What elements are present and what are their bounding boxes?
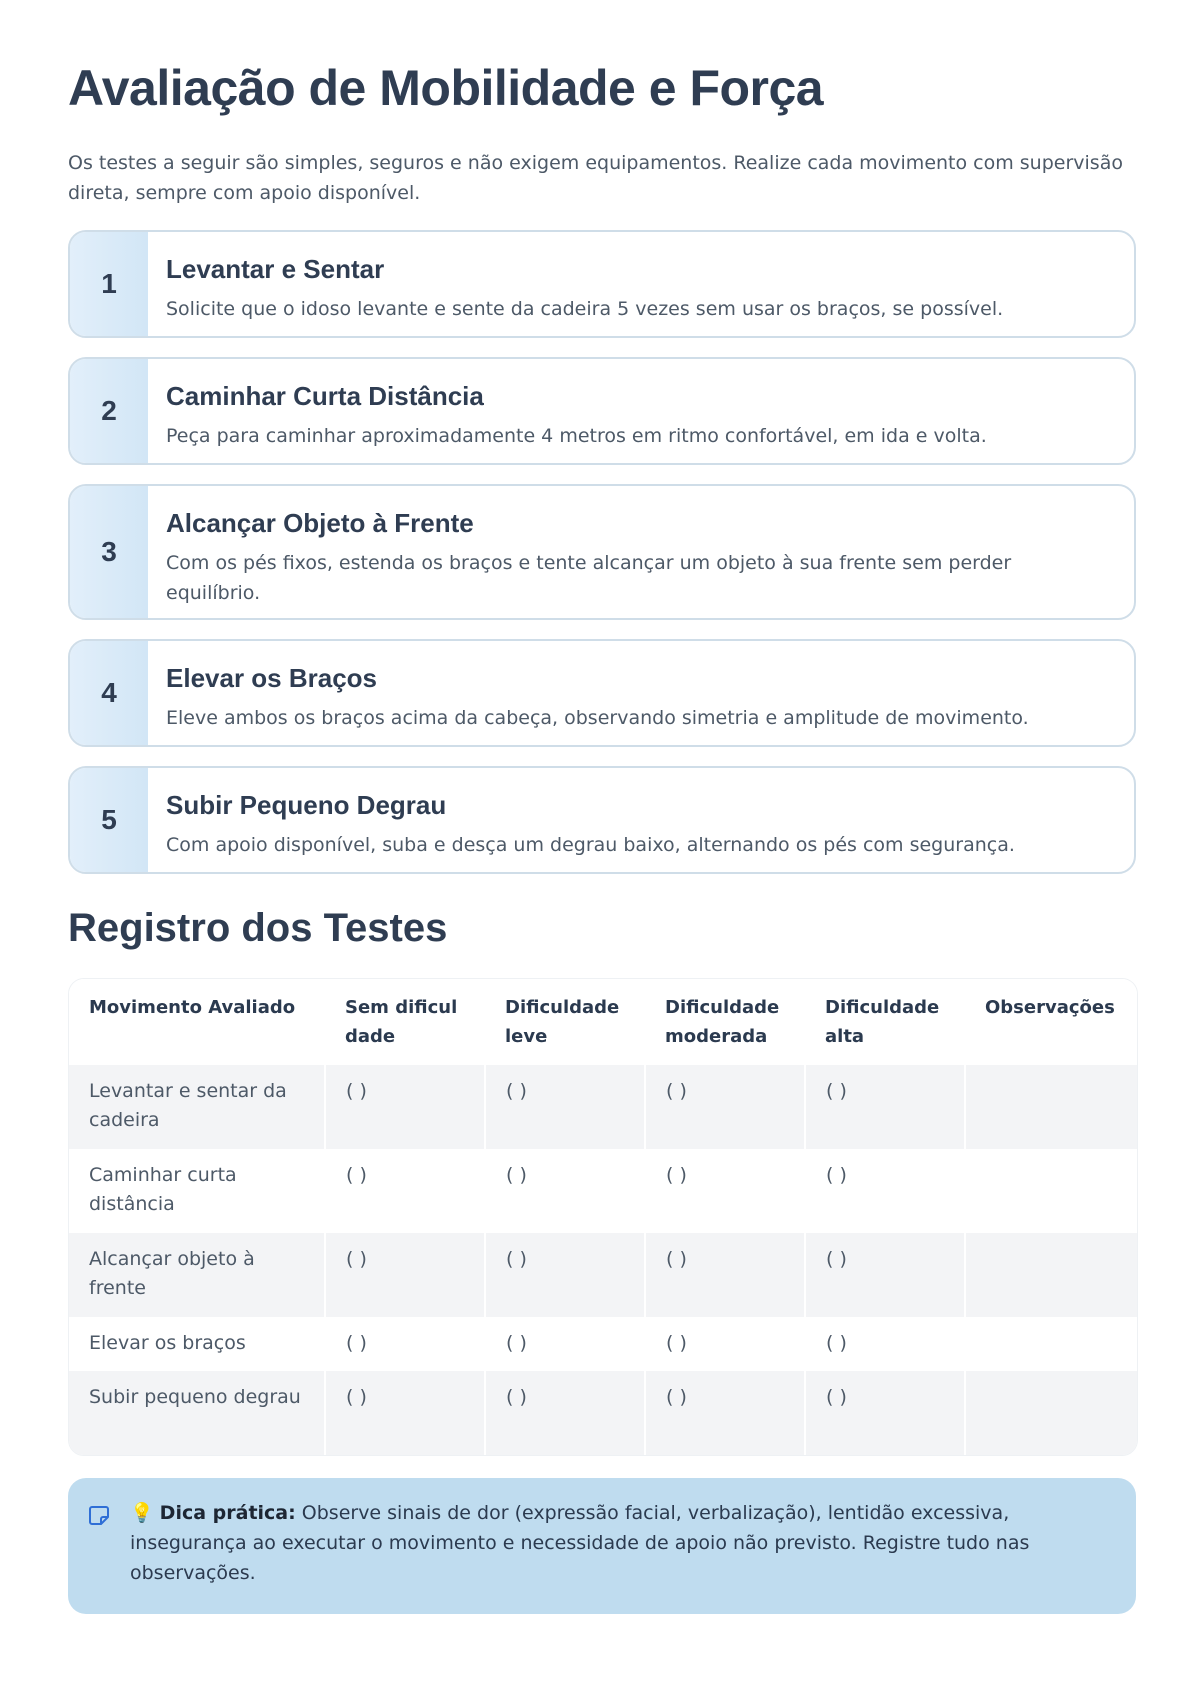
step-description: Com apoio disponível, suba e desça um degrau baixo, alternando os pés com segurança. bbox=[166, 834, 1015, 856]
checkbox-cell[interactable]: ( ) bbox=[485, 1233, 645, 1317]
table-row bbox=[69, 1371, 1137, 1455]
step-title: Levantar e Sentar bbox=[166, 254, 385, 284]
checkbox-cell[interactable]: ( ) bbox=[645, 1233, 805, 1317]
checkbox-cell[interactable]: ( ) bbox=[485, 1371, 645, 1455]
observation-cell[interactable] bbox=[965, 1233, 1137, 1317]
step-title: Elevar os Braços bbox=[166, 663, 378, 693]
table-row bbox=[69, 1317, 1137, 1371]
checkbox-cell[interactable]: ( ) bbox=[805, 1233, 965, 1317]
checkbox-cell[interactable]: ( ) bbox=[805, 1317, 965, 1371]
table-cell: Subir pequeno degrau bbox=[69, 1371, 325, 1455]
column-header: Dificuldade leve bbox=[485, 979, 645, 1065]
checkbox-cell[interactable]: ( ) bbox=[485, 1065, 645, 1149]
step-card bbox=[68, 230, 1136, 338]
step-body bbox=[148, 641, 1053, 745]
step-title: Alcançar Objeto à Frente bbox=[166, 508, 474, 538]
step-number: 4 bbox=[70, 641, 148, 745]
note-icon bbox=[88, 1504, 114, 1530]
column-header: Dificuldade alta bbox=[805, 979, 965, 1065]
step-number: 3 bbox=[70, 486, 148, 618]
step-title: Subir Pequeno Degrau bbox=[166, 790, 447, 820]
tip-label: Dica prática: bbox=[159, 1502, 296, 1524]
lightbulb-icon: 💡 bbox=[130, 1502, 154, 1524]
step-body bbox=[148, 359, 1011, 463]
observation-cell[interactable] bbox=[965, 1065, 1137, 1149]
checkbox-cell[interactable]: ( ) bbox=[325, 1317, 485, 1371]
checkbox-cell[interactable]: ( ) bbox=[325, 1149, 485, 1233]
observation-cell[interactable] bbox=[965, 1149, 1137, 1233]
checkbox-cell[interactable]: ( ) bbox=[485, 1149, 645, 1233]
checkbox-cell[interactable]: ( ) bbox=[645, 1065, 805, 1149]
checkbox-cell[interactable]: ( ) bbox=[485, 1317, 645, 1371]
checkbox-cell[interactable]: ( ) bbox=[325, 1233, 485, 1317]
checkbox-cell[interactable]: ( ) bbox=[805, 1371, 965, 1455]
checkbox-cell[interactable]: ( ) bbox=[325, 1065, 485, 1149]
tip-body: Observe sinais de dor (expressão facial, verbalização), lentidão excessiva, insegurança ao executar o movimento e necessidade de apoio não previsto. Registre tudo nas observações. bbox=[130, 1502, 1030, 1584]
step-number: 1 bbox=[70, 232, 148, 336]
checkbox-cell[interactable]: ( ) bbox=[645, 1317, 805, 1371]
registry-table bbox=[68, 978, 1138, 1456]
table-row bbox=[69, 1065, 1137, 1149]
registry-title: Registro dos Testes bbox=[68, 906, 448, 950]
steps-list bbox=[68, 230, 1132, 874]
table-row bbox=[69, 1233, 1137, 1317]
tip-box bbox=[68, 1478, 1136, 1614]
step-card bbox=[68, 766, 1136, 874]
step-card bbox=[68, 484, 1136, 620]
checkbox-cell[interactable]: ( ) bbox=[325, 1371, 485, 1455]
step-description: Peça para caminhar aproximadamente 4 metros em ritmo confortável, em ida e volta. bbox=[166, 425, 987, 447]
step-body bbox=[148, 768, 1039, 872]
observation-cell[interactable] bbox=[965, 1317, 1137, 1371]
step-number: 2 bbox=[70, 359, 148, 463]
intro-text: Os testes a seguir são simples, seguros e não exigem equipamentos. Realize cada movimento com supervisão direta, sempre com apoio disponível. bbox=[68, 152, 1123, 204]
page-title: Avaliação de Mobilidade e Força bbox=[68, 60, 824, 116]
checkbox-cell[interactable]: ( ) bbox=[805, 1149, 965, 1233]
tip-text bbox=[130, 1498, 1112, 1588]
column-header: Sem dificuldade bbox=[325, 979, 485, 1065]
observation-cell[interactable] bbox=[965, 1371, 1137, 1455]
checkbox-cell[interactable]: ( ) bbox=[805, 1065, 965, 1149]
column-header: Movimento Avaliado bbox=[69, 979, 325, 1065]
column-header: Observações bbox=[965, 979, 1137, 1065]
table-header-row bbox=[69, 979, 1137, 1065]
table-cell: Levantar e sentar da cadeira bbox=[69, 1065, 325, 1149]
step-body bbox=[148, 486, 1134, 618]
step-number: 5 bbox=[70, 768, 148, 872]
step-body bbox=[148, 232, 1027, 336]
table-cell: Caminhar curta distância bbox=[69, 1149, 325, 1233]
table-row bbox=[69, 1149, 1137, 1233]
checkbox-cell[interactable]: ( ) bbox=[645, 1149, 805, 1233]
step-title: Caminhar Curta Distância bbox=[166, 381, 484, 411]
step-description: Solicite que o idoso levante e sente da cadeira 5 vezes sem usar os braços, se possível. bbox=[166, 298, 1004, 320]
table-cell: Alcançar objeto à frente bbox=[69, 1233, 325, 1317]
step-card bbox=[68, 357, 1136, 465]
table-cell: Elevar os braços bbox=[69, 1317, 325, 1371]
checkbox-cell[interactable]: ( ) bbox=[645, 1371, 805, 1455]
step-description: Com os pés fixos, estenda os braços e tente alcançar um objeto à sua frente sem perder equilíbrio. bbox=[166, 552, 1012, 604]
column-header: Dificuldade moderada bbox=[645, 979, 805, 1065]
step-card bbox=[68, 639, 1136, 747]
step-description: Eleve ambos os braços acima da cabeça, observando simetria e amplitude de movimento. bbox=[166, 707, 1029, 729]
